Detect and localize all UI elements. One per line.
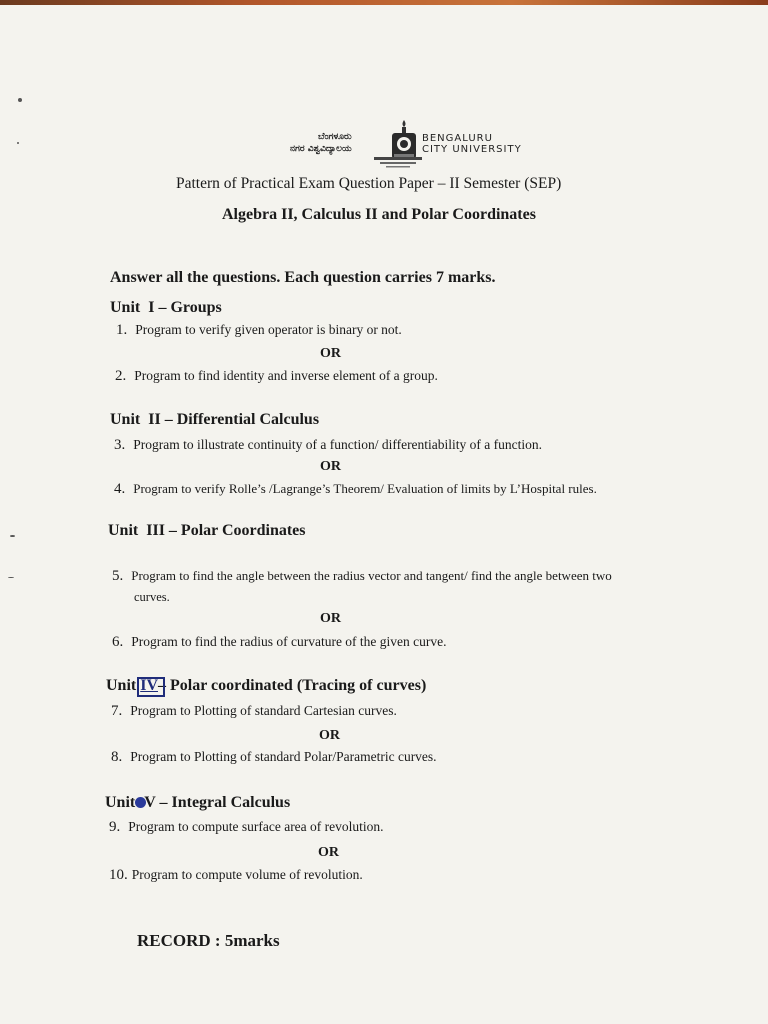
- question-number: 3.: [114, 437, 126, 453]
- unit-title: – Groups: [158, 299, 222, 316]
- unit-heading: [108, 522, 306, 540]
- unit-numeral-ink-correction: [140, 677, 158, 695]
- paper-title: Pattern of Practical Exam Question Paper – II Semester (SEP): [176, 175, 562, 192]
- question-item: [111, 702, 397, 720]
- unit-prefix: Unit: [106, 677, 137, 694]
- subject-title: Algebra II, Calculus II and Polar Coordinates: [222, 206, 536, 223]
- unit-heading: [105, 794, 290, 812]
- kannada-name-line2: ನಗರ ವಿಶ್ವವಿದ್ಯಾಲಯ: [290, 144, 352, 154]
- question-text: Program to find the angle between the radius vector and tangent/ find the angle between two: [131, 568, 612, 583]
- question-number: 9.: [109, 819, 121, 835]
- question-text: Program to compute volume of revolution.: [131, 867, 363, 882]
- question-item: [114, 436, 542, 454]
- or-separator: OR: [318, 845, 339, 860]
- unit-title: – Differential Calculus: [164, 411, 320, 428]
- unit-heading: [110, 299, 222, 317]
- unit-numeral: IV: [140, 677, 159, 694]
- question-text: Program to find the radius of curvature of the given curve.: [131, 634, 447, 649]
- question-item: [109, 866, 363, 884]
- question-number: 6.: [112, 634, 124, 650]
- or-separator: OR: [319, 728, 340, 743]
- page-top-edge: [0, 0, 768, 5]
- question-item: [112, 633, 447, 651]
- question-item: [116, 321, 402, 339]
- question-number: 4.: [114, 481, 126, 497]
- question-number: 8.: [111, 749, 123, 765]
- university-name-line1: BENGALURU: [422, 133, 493, 144]
- question-item: [115, 367, 438, 385]
- unit-prefix: Unit: [108, 522, 139, 539]
- question-number: 5.: [112, 568, 124, 584]
- university-name-line2: CITY UNIVERSITY: [422, 144, 522, 155]
- question-item: [109, 818, 384, 836]
- scan-speck: [8, 577, 14, 578]
- kannada-name-line1: ಬೆಂಗಳೂರು: [318, 132, 352, 142]
- question-text: Program to illustrate continuity of a function/ differentiability of a function.: [133, 437, 543, 452]
- question-text: Program to verify given operator is binary or not.: [135, 322, 402, 337]
- question-text: Program to verify Rolle’s /Lagrange’s Theorem/ Evaluation of limits by L’Hospital rules.: [133, 481, 597, 496]
- unit-numeral: I: [148, 299, 155, 316]
- question-number: 7.: [111, 703, 123, 719]
- unit-heading: [106, 677, 426, 695]
- question-number: 2.: [115, 368, 127, 384]
- scan-speck: [17, 142, 19, 144]
- unit-title: – Polar coordinated (Tracing of curves): [158, 677, 427, 694]
- question-item: [114, 480, 597, 498]
- or-separator: OR: [320, 346, 341, 361]
- scan-speck: [18, 98, 22, 102]
- question-number: 10.: [109, 867, 128, 883]
- unit-title: – Polar Coordinates: [168, 522, 306, 539]
- unit-numeral: II: [148, 411, 161, 428]
- unit-prefix: Unit: [110, 411, 141, 428]
- unit-title: – Integral Calculus: [159, 794, 291, 811]
- question-text: Program to compute surface area of revolution.: [128, 819, 384, 834]
- question-text: Program to Plotting of standard Cartesian curves.: [130, 703, 397, 718]
- university-seal-icon: [390, 120, 418, 160]
- unit-numeral: V: [144, 794, 156, 811]
- unit-prefix: Unit: [105, 794, 136, 811]
- scan-speck: [10, 535, 15, 537]
- question-continuation: curves.: [134, 590, 170, 604]
- unit-prefix: Unit: [110, 299, 141, 316]
- or-separator: OR: [320, 611, 341, 626]
- university-logo: [290, 108, 530, 170]
- question-text: Program to find identity and inverse element of a group.: [134, 368, 438, 383]
- question-number: 1.: [116, 322, 128, 338]
- unit-numeral: III: [146, 522, 165, 539]
- question-item: [111, 748, 437, 766]
- motto-ribbon-icon: [370, 156, 426, 168]
- question-item: [112, 567, 612, 585]
- ink-overwrite-mark: [137, 677, 165, 697]
- or-separator: OR: [320, 459, 341, 474]
- instructions: Answer all the questions. Each question carries 7 marks.: [110, 269, 496, 286]
- record-marks: RECORD : 5marks: [137, 931, 280, 950]
- question-text: Program to Plotting of standard Polar/Parametric curves.: [130, 749, 437, 764]
- unit-heading: [110, 411, 319, 429]
